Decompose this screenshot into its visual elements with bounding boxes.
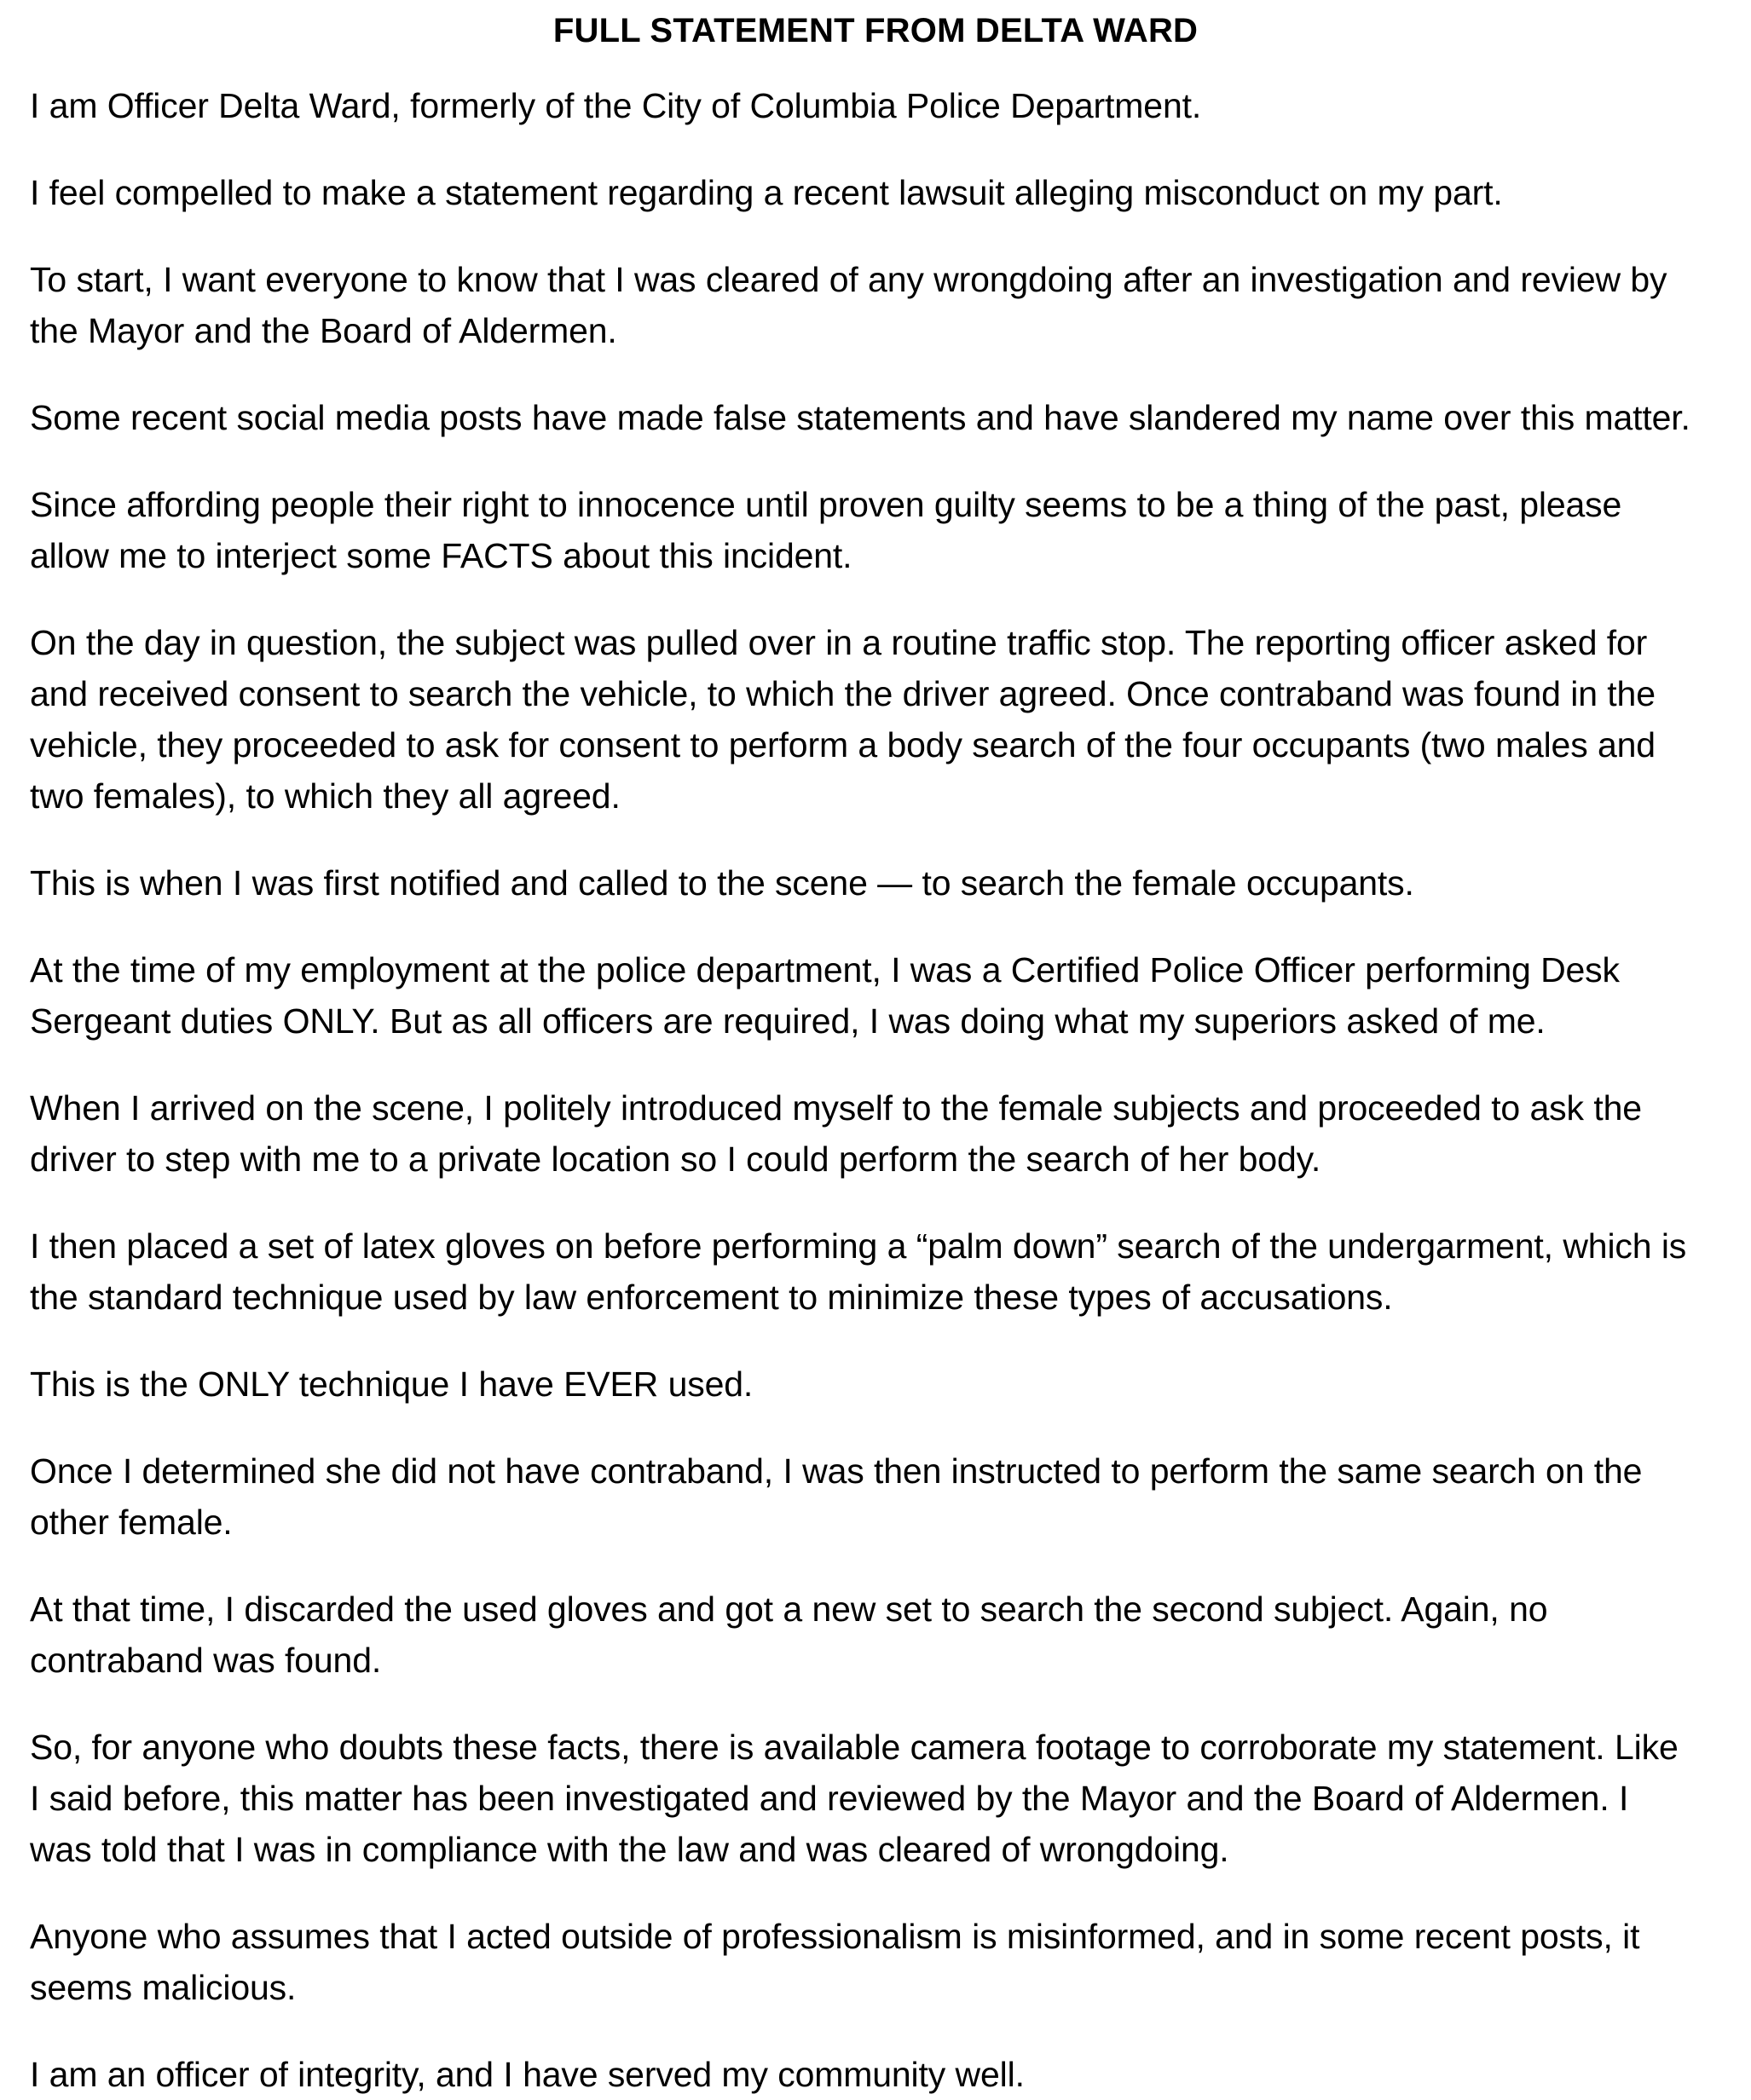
statement-paragraph: When I arrived on the scene, I politely introduced myself to the female subjects and proceeded to ask the driver to step with me to a private location so I could perform the search of her body. — [30, 1088, 1652, 1179]
statement-paragraph: I am Officer Delta Ward, formerly of the City of Columbia Police Department. — [30, 86, 1202, 125]
statement-paragraph: At that time, I discarded the used gloves and got a new set to search the second subject. Again, no contraband was found. — [30, 1589, 1557, 1680]
statement-paragraph: On the day in question, the subject was pulled over in a routine traffic stop. The reporting officer asked for and received consent to search the vehicle, to which the driver agreed. Once contraband was found in the vehicle, they proceeded to ask for consent to perform a body search of the four occupants (two males and two females), to which they all agreed. — [30, 623, 1666, 816]
statement-body — [0, 48, 1751, 2100]
statement-paragraph: I then placed a set of latex gloves on before performing a “palm down” search of the undergarment, which is the standard technique used by law enforcement to minimize these types of accusations. — [30, 1226, 1696, 1317]
statement-paragraph: I am an officer of integrity, and I have served my community well. — [30, 2055, 1025, 2094]
statement-paragraph: Once I determined she did not have contraband, I was then instructed to perform the same search on the other female. — [30, 1451, 1652, 1542]
statement-paragraph: Anyone who assumes that I acted outside of professionalism is misinformed, and in some recent posts, it seems malicious. — [30, 1917, 1650, 2007]
statement-paragraph: To start, I want everyone to know that I was cleared of any wrongdoing after an investigation and review by the Mayor and the Board of Aldermen. — [30, 260, 1677, 350]
statement-paragraph: So, for anyone who doubts these facts, there is available camera footage to corroborate my statement. Like I said before, this matter has been investigated and reviewed by the Mayor and the Board of Aldermen. I was told that I was in compliance with the law and was cleared of wrongdoing. — [30, 1728, 1689, 1869]
statement-paragraph: This is the ONLY technique I have EVER used. — [30, 1364, 754, 1404]
statement-paragraph: This is when I was first notified and called to the scene — to search the female occupants. — [30, 863, 1414, 903]
statement-paragraph: Since affording people their right to innocence until proven guilty seems to be a thing of the past, please allow me to interject some FACTS about this incident. — [30, 485, 1632, 575]
statement-paragraph: At the time of my employment at the police department, I was a Certified Police Officer performing Desk Sergeant duties ONLY. But as all officers are required, I was doing what my superiors asked of me. — [30, 950, 1630, 1041]
page-title: FULL STATEMENT FROM DELTA WARD — [552, 12, 1199, 49]
statement-paragraph: Some recent social media posts have made false statements and have slandered my name over this matter. — [30, 398, 1690, 437]
statement-paragraph: I feel compelled to make a statement regarding a recent lawsuit alleging misconduct on my part. — [30, 173, 1503, 212]
